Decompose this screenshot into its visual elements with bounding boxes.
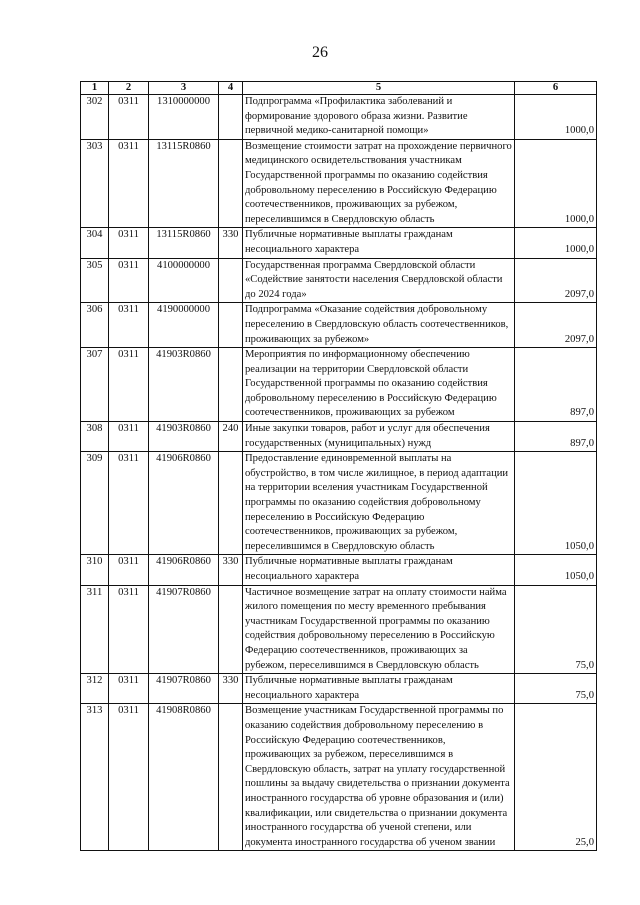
- item-name-cell: Возмещение стоимости затрат на прохождение первичного медицинского освидетельствования участникам Государственной программы по оказанию содействия добровольному переселению в Российскую Федерацию соотечественников, проживающих за рубежом, переселившимся в Свердловскую область: [243, 139, 515, 228]
- item-name-cell: Публичные нормативные выплаты гражданам несоциального характера: [243, 228, 515, 258]
- amount-cell: 1050,0: [515, 452, 597, 555]
- amount-cell: 897,0: [515, 422, 597, 452]
- section-code-cell: 0311: [109, 258, 149, 303]
- row-number-cell: 304: [81, 228, 109, 258]
- expense-type-code-cell: [219, 452, 243, 555]
- table-row: [81, 258, 597, 303]
- table-row: [81, 348, 597, 422]
- target-item-code-cell: 4190000000: [149, 303, 219, 348]
- target-item-code-cell: 13115R0860: [149, 228, 219, 258]
- column-header: 6: [515, 82, 597, 95]
- row-number-cell: 311: [81, 585, 109, 674]
- column-header: 4: [219, 82, 243, 95]
- item-name-cell: Иные закупки товаров, работ и услуг для обеспечения государственных (муниципальных) нужд: [243, 422, 515, 452]
- section-code-cell: 0311: [109, 704, 149, 851]
- target-item-code-cell: 41903R0860: [149, 422, 219, 452]
- target-item-code-cell: 13115R0860: [149, 139, 219, 228]
- target-item-code-cell: 41906R0860: [149, 452, 219, 555]
- amount-cell: 1050,0: [515, 555, 597, 585]
- amount-cell: 2097,0: [515, 258, 597, 303]
- expense-type-code-cell: [219, 303, 243, 348]
- expense-type-code-cell: [219, 258, 243, 303]
- section-code-cell: 0311: [109, 348, 149, 422]
- target-item-code-cell: 1310000000: [149, 95, 219, 140]
- column-header: 3: [149, 82, 219, 95]
- table-row: [81, 674, 597, 704]
- amount-cell: 75,0: [515, 674, 597, 704]
- section-code-cell: 0311: [109, 674, 149, 704]
- expense-type-code-cell: 240: [219, 422, 243, 452]
- item-name-cell: Государственная программа Свердловской области «Содействие занятости населения Свердловской области до 2024 года»: [243, 258, 515, 303]
- section-code-cell: 0311: [109, 452, 149, 555]
- row-number-cell: 302: [81, 95, 109, 140]
- target-item-code-cell: 41903R0860: [149, 348, 219, 422]
- amount-cell: 897,0: [515, 348, 597, 422]
- row-number-cell: 312: [81, 674, 109, 704]
- expense-type-code-cell: 330: [219, 555, 243, 585]
- column-header: 5: [243, 82, 515, 95]
- amount-cell: 1000,0: [515, 228, 597, 258]
- section-code-cell: 0311: [109, 585, 149, 674]
- table-row: [81, 555, 597, 585]
- table-row: [81, 139, 597, 228]
- amount-cell: 1000,0: [515, 95, 597, 140]
- expense-type-code-cell: [219, 95, 243, 140]
- section-code-cell: 0311: [109, 303, 149, 348]
- row-number-cell: 313: [81, 704, 109, 851]
- column-header: 2: [109, 82, 149, 95]
- item-name-cell: Публичные нормативные выплаты гражданам несоциального характера: [243, 555, 515, 585]
- amount-cell: 1000,0: [515, 139, 597, 228]
- table-body: [81, 95, 597, 851]
- table-row: [81, 303, 597, 348]
- section-code-cell: 0311: [109, 422, 149, 452]
- expense-type-code-cell: 330: [219, 674, 243, 704]
- row-number-cell: 303: [81, 139, 109, 228]
- row-number-cell: 308: [81, 422, 109, 452]
- table-row: [81, 95, 597, 140]
- target-item-code-cell: 4100000000: [149, 258, 219, 303]
- target-item-code-cell: 41906R0860: [149, 555, 219, 585]
- expense-type-code-cell: 330: [219, 228, 243, 258]
- table-row: [81, 228, 597, 258]
- item-name-cell: Публичные нормативные выплаты гражданам несоциального характера: [243, 674, 515, 704]
- amount-cell: 25,0: [515, 704, 597, 851]
- amount-cell: 2097,0: [515, 303, 597, 348]
- item-name-cell: Подпрограмма «Профилактика заболеваний и формирование здорового образа жизни. Развитие первичной медико-санитарной помощи»: [243, 95, 515, 140]
- amount-cell: 75,0: [515, 585, 597, 674]
- table-header-row: [81, 82, 597, 95]
- target-item-code-cell: 41908R0860: [149, 704, 219, 851]
- page-number: 26: [312, 44, 328, 61]
- target-item-code-cell: 41907R0860: [149, 674, 219, 704]
- row-number-cell: 307: [81, 348, 109, 422]
- row-number-cell: 309: [81, 452, 109, 555]
- section-code-cell: 0311: [109, 139, 149, 228]
- table-row: [81, 422, 597, 452]
- table-row: [81, 704, 597, 851]
- expense-type-code-cell: [219, 585, 243, 674]
- item-name-cell: Возмещение участникам Государственной программы по оказанию содействия добровольному переселению в Российскую Федерацию соотечественников, проживающих за рубежом, переселившимся в Свердловскую область, затрат на уплату государственной пошлины за выдачу свидетельства о признании документа иностранного государства об уровне образования и (или) квалификации, или свидетельства о признании документа иностранного государства об ученой степени, или документа иностранного государства об ученом звании: [243, 704, 515, 851]
- expense-type-code-cell: [219, 139, 243, 228]
- row-number-cell: 305: [81, 258, 109, 303]
- section-code-cell: 0311: [109, 555, 149, 585]
- target-item-code-cell: 41907R0860: [149, 585, 219, 674]
- column-header: 1: [81, 82, 109, 95]
- table-row: [81, 585, 597, 674]
- item-name-cell: Предоставление единовременной выплаты на обустройство, в том числе жилищное, в период адаптации на территории вселения участникам Государственной программы по оказанию содействия добровольному переселению в Российскую Федерацию соотечественников, проживающих за рубежом, переселившимся в Свердловскую область: [243, 452, 515, 555]
- section-code-cell: 0311: [109, 228, 149, 258]
- item-name-cell: Подпрограмма «Оказание содействия добровольному переселению в Свердловскую область соотечественников, проживающих за рубежом»: [243, 303, 515, 348]
- expense-type-code-cell: [219, 348, 243, 422]
- expense-type-code-cell: [219, 704, 243, 851]
- budget-table: [80, 81, 597, 851]
- row-number-cell: 306: [81, 303, 109, 348]
- section-code-cell: 0311: [109, 95, 149, 140]
- item-name-cell: Мероприятия по информационному обеспечению реализации на территории Свердловской области Государственной программы по оказанию содействия добровольному переселению в Российскую Федерацию соотечественников, проживающих за рубежом: [243, 348, 515, 422]
- table-row: [81, 452, 597, 555]
- row-number-cell: 310: [81, 555, 109, 585]
- item-name-cell: Частичное возмещение затрат на оплату стоимости найма жилого помещения по месту временного пребывания участникам Государственной программы по оказанию содействия добровольному переселению в Российскую Федерацию соотечественников, проживающих за рубежом, переселившимся в Свердловскую область: [243, 585, 515, 674]
